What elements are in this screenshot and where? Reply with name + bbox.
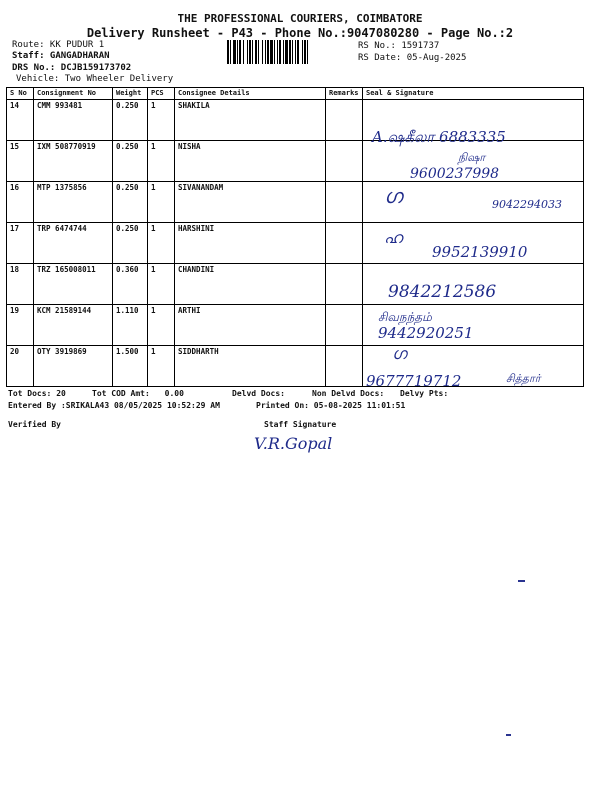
- row-consignee: SIDDHARTH: [175, 346, 326, 387]
- row-consignee: HARSHINI: [175, 223, 326, 264]
- non-delvd-docs: Non Delvd Docs:: [312, 389, 385, 398]
- pen-mark: [506, 734, 511, 736]
- row-remarks: [326, 182, 363, 223]
- row-consignee: SHAKILA: [175, 100, 326, 141]
- barcode: [227, 40, 353, 64]
- row-consignee: SIVANANDAM: [175, 182, 326, 223]
- row-pcs: 1: [148, 223, 175, 264]
- delvd-docs: Delvd Docs:: [232, 389, 285, 398]
- row-weight: 0.360: [113, 264, 148, 305]
- rs-date: RS Date: 05-Aug-2025: [358, 53, 467, 63]
- tot-cod: [92, 389, 184, 398]
- handwriting-row20-phone: 9677719712: [366, 372, 462, 390]
- row-sno: 17: [7, 223, 34, 264]
- row-remarks: [326, 100, 363, 141]
- tot-cod-value: 0.00: [164, 389, 184, 398]
- row-pcs: 1: [148, 305, 175, 346]
- entered-by: Entered By :SRIKALA43 08/05/2025 10:52:29 AM: [8, 401, 220, 410]
- table-row: [7, 264, 584, 305]
- row-consignment: TRP 6474744: [34, 223, 113, 264]
- vehicle: Vehicle: Two Wheeler Delivery: [16, 74, 174, 84]
- row-remarks: [326, 305, 363, 346]
- handwriting-row16-sign: ഗ: [384, 184, 403, 208]
- staff: Staff: GANGADHARAN: [12, 51, 110, 61]
- verified-by: Verified By: [8, 420, 61, 429]
- handwriting-row17-phone: 9952139910: [432, 243, 528, 261]
- row-weight: 0.250: [113, 182, 148, 223]
- col-weight: Weight: [113, 88, 148, 100]
- handwriting-row17-sign: ഹ: [384, 228, 403, 247]
- handwriting-row16-phone: 9042294033: [492, 198, 562, 211]
- row-consignment: KCM 21589144: [34, 305, 113, 346]
- row-sno: 16: [7, 182, 34, 223]
- col-sno: S No: [7, 88, 34, 100]
- col-remarks: Remarks: [326, 88, 363, 100]
- handwriting-row14: A.ஷகீலா 6883335: [372, 128, 506, 146]
- row-consignment: MTP 1375856: [34, 182, 113, 223]
- handwriting-row20-sign: ഗ: [392, 344, 407, 363]
- table-header-row: [7, 88, 584, 100]
- staff-signature-label: Staff Signature: [264, 420, 337, 429]
- row-consignee: NISHA: [175, 141, 326, 182]
- row-pcs: 1: [148, 100, 175, 141]
- col-consignment: Consignment No: [34, 88, 113, 100]
- row-pcs: 1: [148, 141, 175, 182]
- barcode-bar: [307, 40, 308, 64]
- col-seal-signature: Seal & Signature: [363, 88, 584, 100]
- tot-docs-value: 20: [56, 389, 66, 398]
- table-row: [7, 305, 584, 346]
- drs-label: DRS No.:: [12, 63, 56, 73]
- row-weight: 0.250: [113, 100, 148, 141]
- pen-mark: [518, 580, 525, 582]
- row-consignment: IXM 508770919: [34, 141, 113, 182]
- row-pcs: 1: [148, 182, 175, 223]
- row-remarks: [326, 223, 363, 264]
- row-remarks: [326, 141, 363, 182]
- row-pcs: 1: [148, 264, 175, 305]
- tot-docs-label: Tot Docs:: [8, 389, 52, 398]
- drs-value: DCJB159173702: [60, 63, 132, 73]
- row-remarks: [326, 264, 363, 305]
- row-consignment: OTY 3919869: [34, 346, 113, 387]
- row-consignment: TRZ 165008011: [34, 264, 113, 305]
- runsheet-title: Delivery Runsheet - P43 - Phone No.:9047080280 - Page No.:2: [86, 26, 514, 40]
- printed-on: Printed On: 05-08-2025 11:01:51: [256, 401, 406, 410]
- drs-number: [12, 63, 131, 73]
- delvy-pts: Delvy Pts:: [400, 389, 449, 398]
- company-name: THE PROFESSIONAL COURIERS, COIMBATORE: [177, 12, 423, 25]
- col-consignee: Consignee Details: [175, 88, 326, 100]
- row-sno: 18: [7, 264, 34, 305]
- handwriting-row20-name: சித்தார்: [506, 372, 541, 385]
- route: Route: KK PUDUR 1: [12, 40, 105, 50]
- row-consignee: ARTHI: [175, 305, 326, 346]
- handwriting-row19-phone: 9442920251: [378, 324, 474, 342]
- handwriting-row15-name: நிஷா: [458, 151, 486, 164]
- col-pcs: PCS: [148, 88, 175, 100]
- row-weight: 1.110: [113, 305, 148, 346]
- row-weight: 0.250: [113, 141, 148, 182]
- handwriting-row15-phone: 9600237998: [410, 166, 500, 182]
- handwriting-row19-name: சிவநந்தம்: [378, 310, 432, 324]
- row-remarks: [326, 346, 363, 387]
- row-sno: 14: [7, 100, 34, 141]
- row-weight: 1.500: [113, 346, 148, 387]
- row-sno: 20: [7, 346, 34, 387]
- row-sno: 15: [7, 141, 34, 182]
- tot-cod-label: Tot COD Amt:: [92, 389, 150, 398]
- row-sno: 19: [7, 305, 34, 346]
- row-consignment: CMM 993481: [34, 100, 113, 141]
- row-consignee: CHANDINI: [175, 264, 326, 305]
- rs-number: RS No.: 1591737: [358, 41, 440, 51]
- table-row: [7, 346, 584, 387]
- row-weight: 0.250: [113, 223, 148, 264]
- staff-signature: V.R.Gopal: [254, 434, 333, 453]
- row-pcs: 1: [148, 346, 175, 387]
- tot-docs: [8, 389, 66, 398]
- handwriting-row18: 9842212586: [388, 282, 497, 302]
